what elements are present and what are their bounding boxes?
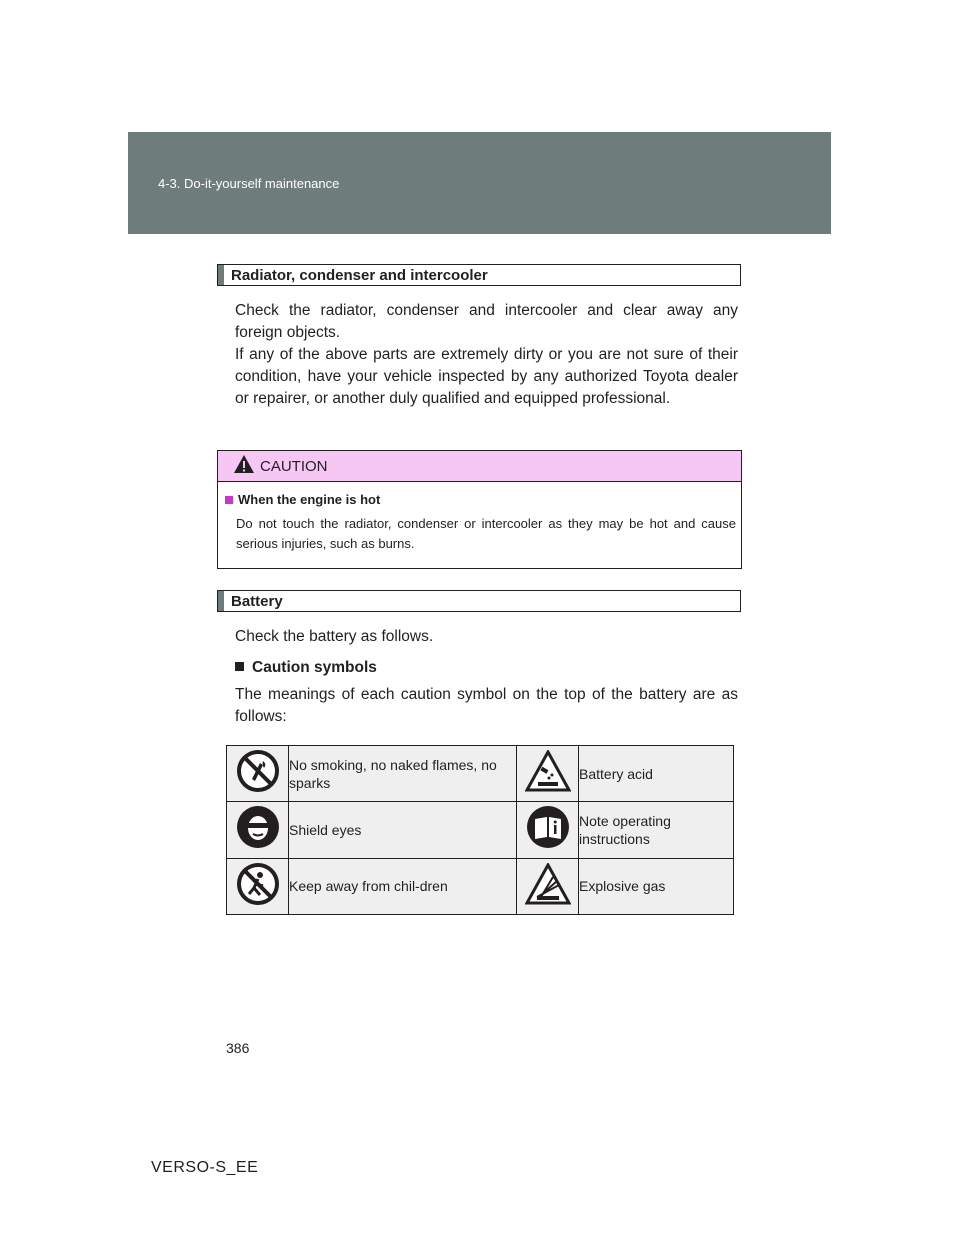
table-row	[227, 746, 734, 802]
icon-cell	[517, 858, 579, 914]
radiator-paragraph-2: If any of the above parts are extremely dirty or you are not sure of their condition, have your vehicle inspected by any authorized Toyota dealer or repairer, or another duly qualified and equipped professional.	[235, 346, 738, 407]
section-title-radiator	[217, 264, 741, 286]
icon-cell	[227, 746, 289, 802]
caution-box	[217, 450, 742, 569]
table-row	[227, 858, 734, 914]
caution-text: Do not touch the radiator, condenser or intercooler as they may be hot and cause serious injuries, such as burns.	[236, 516, 736, 551]
page-header	[128, 132, 831, 234]
battery-intro: Check the battery as follows.	[235, 628, 434, 645]
table-row	[227, 802, 734, 858]
caution-label: CAUTION	[260, 458, 328, 475]
shield-eyes-icon	[236, 805, 280, 849]
operating-instructions-icon	[526, 805, 570, 849]
symbol-label: Shield eyes	[289, 802, 517, 858]
explosive-gas-icon	[525, 863, 571, 905]
breadcrumb: 4-3. Do-it-yourself maintenance	[158, 176, 340, 191]
caution-symbols-subhead	[235, 659, 377, 677]
icon-cell	[227, 802, 289, 858]
section-title-text: Battery	[231, 593, 283, 610]
bullet-square-icon	[225, 496, 233, 504]
icon-cell	[517, 746, 579, 802]
caution-symbols-subhead-text: Caution symbols	[252, 659, 377, 676]
icon-cell	[227, 858, 289, 914]
symbol-label: Explosive gas	[579, 858, 734, 914]
page-number: 386	[226, 1040, 250, 1056]
section-title-text: Radiator, condenser and intercooler	[231, 267, 488, 284]
footer-code: VERSO-S_EE	[151, 1159, 259, 1176]
battery-acid-icon	[525, 750, 571, 792]
caution-subhead-text: When the engine is hot	[238, 492, 381, 507]
no-smoking-icon	[236, 749, 280, 793]
caution-header	[218, 451, 741, 482]
bullet-square-icon	[235, 662, 244, 671]
radiator-paragraph-1: Check the radiator, condenser and intercooler and clear away any foreign objects.	[235, 302, 738, 341]
warning-triangle-icon	[233, 454, 255, 474]
section-title-battery	[217, 590, 741, 612]
caution-subhead	[225, 492, 380, 507]
symbol-label: Battery acid	[579, 746, 734, 802]
battery-symbols-text: The meanings of each caution symbol on the top of the battery are as follows:	[235, 686, 738, 725]
symbol-label: Note operating instructions	[579, 802, 734, 858]
icon-cell	[517, 802, 579, 858]
symbol-label: Keep away from chil-dren	[289, 858, 517, 914]
caution-symbols-table	[226, 745, 734, 915]
symbol-label: No smoking, no naked flames, no sparks	[289, 746, 517, 802]
keep-away-children-icon	[236, 862, 280, 906]
